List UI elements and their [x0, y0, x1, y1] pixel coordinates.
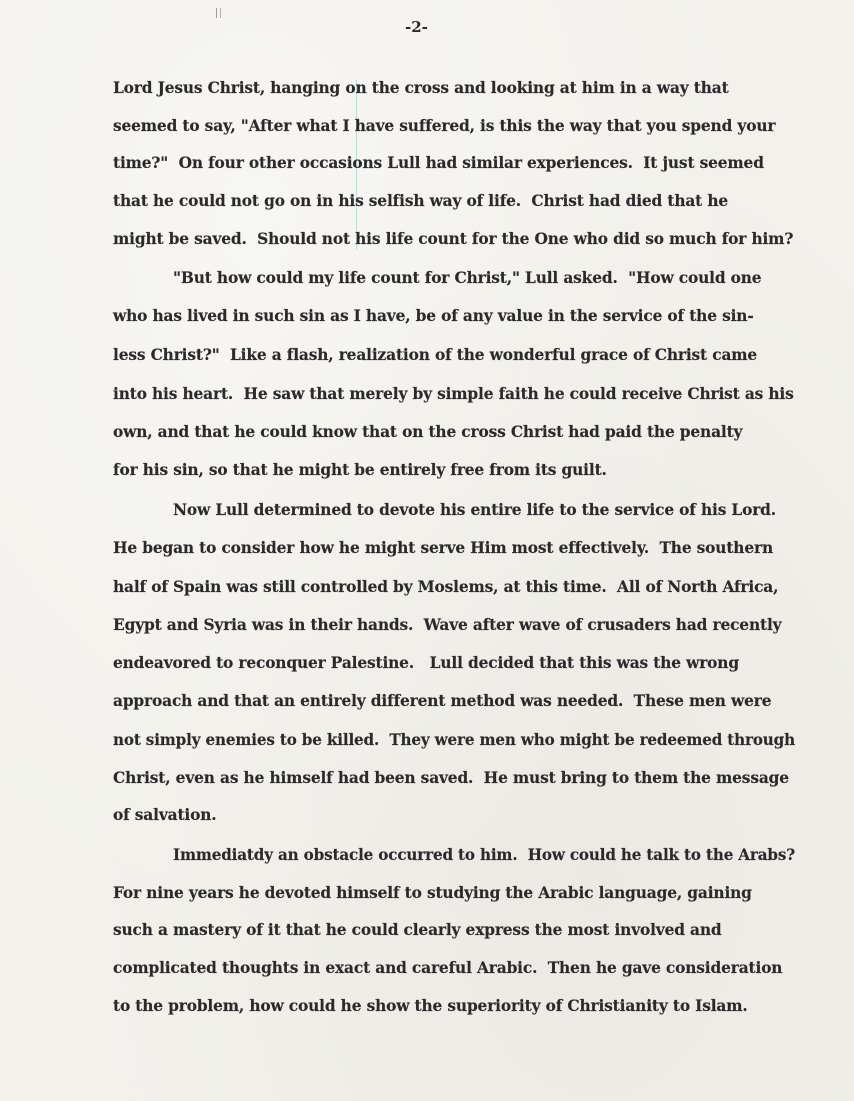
text-line: that he could not go on in his selfish way of life. Christ had died that he — [113, 192, 729, 210]
text-line: such a mastery of it that he could clearly express the most involved and — [113, 921, 722, 939]
paragraph-start-line: Immediatdy an obstacle occurred to him. How could he talk to the Arabs? — [173, 846, 795, 864]
text-line: half of Spain was still controlled by Moslems, at this time. All of North Africa, — [113, 578, 779, 596]
text-line: For nine years he devoted himself to studying the Arabic language, gaining — [113, 884, 752, 902]
paper-mark — [216, 8, 221, 18]
text-line: own, and that he could know that on the cross Christ had paid the penalty — [113, 423, 743, 441]
text-line: might be saved. Should not his life count for the One who did so much for him? — [113, 230, 794, 248]
text-line: who has lived in such sin as I have, be of any value in the service of the sin- — [113, 307, 754, 325]
text-line: approach and that an entirely different method was needed. These men were — [113, 692, 772, 710]
text-line: He began to consider how he might serve Him most effectively. The southern — [113, 539, 773, 557]
paragraph-start-line: Now Lull determined to devote his entire life to the service of his Lord. — [173, 501, 776, 519]
text-line: of salvation. — [113, 806, 217, 824]
text-line: complicated thoughts in exact and careful Arabic. Then he gave consideration — [113, 959, 783, 977]
paragraph-start-line: "But how could my life count for Christ," Lull asked. "How could one — [173, 269, 762, 287]
text-line: time?" On four other occasions Lull had similar experiences. It just seemed — [113, 154, 764, 172]
text-line: Christ, even as he himself had been saved. He must bring to them the message — [113, 769, 789, 787]
text-line: endeavored to reconquer Palestine. Lull decided that this was the wrong — [113, 654, 739, 672]
text-line: to the problem, how could he show the superiority of Christianity to Islam. — [113, 997, 748, 1015]
text-line: not simply enemies to be killed. They were men who might be redeemed through — [113, 731, 795, 749]
text-line: less Christ?" Like a flash, realization of the wonderful grace of Christ came — [113, 346, 758, 364]
text-line: Egypt and Syria was in their hands. Wave after wave of crusaders had recently — [113, 616, 782, 634]
text-line: seemed to say, "After what I have suffered, is this the way that you spend your — [113, 117, 776, 135]
page-number: -2- — [405, 18, 428, 36]
text-line: for his sin, so that he might be entirely free from its guilt. — [113, 461, 607, 479]
text-line: Lord Jesus Christ, hanging on the cross and looking at him in a way that — [113, 79, 729, 97]
text-line: into his heart. He saw that merely by simple faith he could receive Christ as his — [113, 385, 794, 403]
